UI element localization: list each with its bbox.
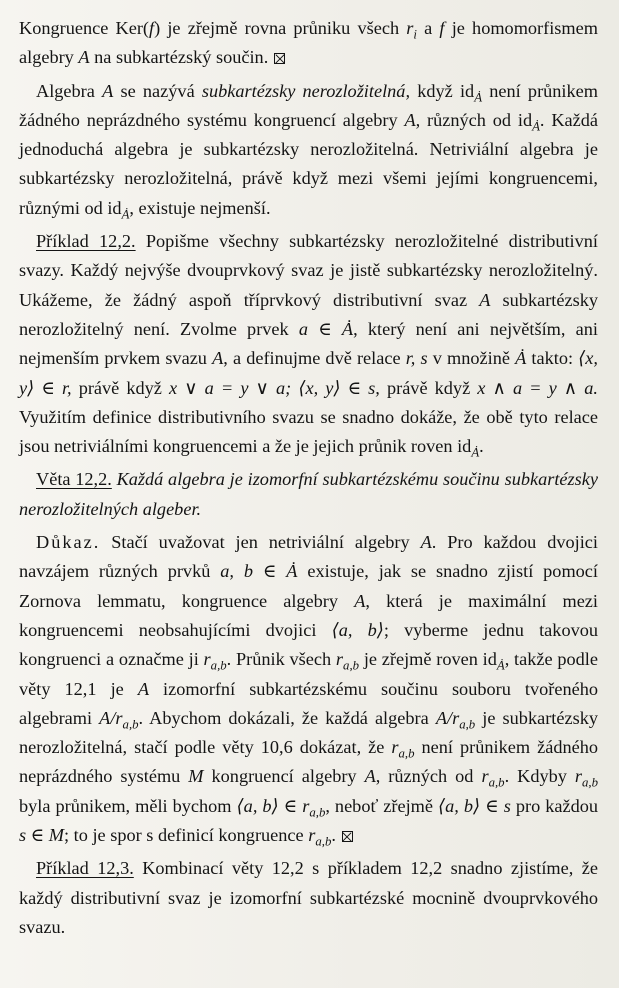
math-f: f	[149, 18, 155, 38]
subscript: Ȧ	[496, 658, 505, 673]
math-expr: r, s	[405, 348, 428, 369]
text: a	[416, 18, 440, 38]
subscript: a,b	[459, 717, 476, 732]
subscript: a,b	[122, 717, 139, 732]
subscript: Ȧ	[532, 119, 540, 134]
text: Popišme všechny subkartézsky nerozložitelné distributivní svazy. Každý nejvýše dvouprvkový svaz je jistě subkartézsky nerozložitelný. Ukážeme, že žádný aspoň tříprvkový distributivní svaz	[19, 231, 598, 310]
math-A: A	[137, 678, 149, 699]
text: . Kdyby	[504, 766, 575, 787]
math-expr: ⟨a, b⟩ ∈ r	[236, 795, 310, 816]
subscript: i	[413, 27, 417, 42]
text: . Abychom dokázali, že každá algebra	[138, 707, 436, 728]
subscript: a,b	[343, 658, 360, 673]
math-expr: x ∧ a = y ∧ a.	[477, 377, 598, 398]
math-A: A	[78, 47, 90, 68]
text: kongruencí algebry	[203, 766, 365, 787]
math-expr: a, b ∈ Ȧ	[220, 561, 298, 582]
text: , takže podle věty 12,1 je	[19, 649, 598, 699]
text: když id	[410, 80, 475, 101]
math-A: A	[420, 532, 432, 553]
example-label: Příklad 12,2.	[36, 231, 136, 252]
math-r: r	[574, 766, 582, 787]
defined-term: subkartézsky nerozložitelná,	[201, 80, 411, 101]
math-A: A	[102, 80, 114, 101]
text: není průnikem žádného neprázdného systému	[19, 737, 599, 787]
math-A: A	[212, 348, 224, 369]
text: , existuje nejmenší.	[129, 197, 271, 218]
theorem-text: Každá algebra je izomorfní subkartézskému součinu subkartézsky nerozložitelných algeber.	[19, 469, 598, 519]
text: . Každá jednoduchá algebra je subkartézsky nerozložitelná. Netriviální algebra je subkartézsky nerozložitelná, právě když mezi všemi jejími kongruencemi, různými od id	[19, 109, 599, 218]
text: Kombinací věty 12,2 s příkladem 12,2 snadno zjistíme, že každý distributivní svaz je izomorfní subkartézské mocnině dvouprvkového svazu.	[19, 858, 598, 937]
math-A: A	[364, 766, 376, 787]
text: takto:	[526, 348, 579, 369]
math-A: A	[354, 590, 366, 611]
math-expr: ⟨a, b⟩ ∈ s	[438, 795, 511, 816]
text: Využitím definice distributivního svazu se snadno dokáže, že obě tyto relace jsou netriviálními kongruencemi a že je jejich průnik roven id	[19, 406, 598, 457]
text: ) je zřejmě rovna průniku všech	[154, 18, 407, 38]
math-expr: ⟨x, y⟩ ∈ s,	[298, 377, 380, 398]
example-label: Příklad 12,3.	[36, 858, 134, 879]
text: právě když	[71, 377, 170, 398]
text: existuje, jak se snadno zjistí pomocí Zornova lemmatu, kongruence algebry	[19, 561, 599, 611]
math-expr: Ȧ	[515, 348, 527, 369]
text: Kongruence Ker(	[19, 18, 149, 38]
text: subkartézsky nerozložitelný není. Zvolme prvek	[19, 289, 598, 339]
math-r: r	[406, 18, 414, 38]
math-expr: x ∨ a = y ∨ a;	[169, 377, 292, 398]
subscript: a,b	[315, 834, 332, 849]
math-r: r	[481, 766, 489, 787]
text: Stačí uvažovat jen netriviální algebry	[100, 532, 421, 553]
math-A: A	[479, 289, 491, 310]
text: ; to je spor s definicí kongruence	[64, 825, 309, 846]
proof-label: Důkaz.	[36, 532, 101, 553]
text: se nazývá	[113, 80, 202, 101]
text: . Pro každou dvojici navzájem různých prvků	[19, 532, 598, 582]
text: právě když	[379, 377, 478, 398]
text: byla průnikem, měli bychom	[19, 795, 237, 816]
text: , různých od	[375, 766, 482, 787]
text: je zřejmě roven id	[359, 649, 497, 670]
theorem-label: Věta 12,2.	[36, 469, 112, 490]
qed-icon	[274, 53, 285, 64]
math-M: M	[188, 766, 204, 787]
paragraph-definition	[19, 77, 598, 223]
math-A: A,	[404, 109, 421, 130]
math-expr: A/r	[435, 707, 460, 728]
subscript: a,b	[488, 775, 505, 790]
subscript: a,b	[582, 775, 598, 790]
math-r: r	[203, 649, 211, 670]
subscript: a,b	[309, 805, 326, 820]
text: , který není ani největším, ani nejmenším prvkem svazu	[19, 318, 599, 369]
paragraph-theorem-12-2	[19, 465, 598, 524]
text: , neboť zřejmě	[325, 795, 439, 816]
math-r: r	[308, 825, 316, 846]
text: , která je maximální mezi kongruencemi neobsahujícími dvojici	[19, 590, 598, 640]
paragraph-example-12-2	[19, 227, 598, 461]
text: různých od id	[420, 109, 533, 130]
qed-icon	[342, 831, 353, 842]
paragraph-example-12-3	[19, 854, 598, 942]
text: .	[331, 825, 336, 846]
math-r: r	[335, 649, 344, 670]
math-expr: ⟨a, b⟩	[331, 619, 384, 640]
math-r: r	[391, 737, 399, 758]
math-expr: a ∈ Ȧ	[298, 318, 354, 339]
text: je homomorfismem algebry	[19, 18, 598, 68]
text: na subkartézský součin.	[89, 47, 269, 68]
paragraph-kernel	[19, 14, 598, 73]
math-f: f	[439, 18, 445, 38]
math-expr: s ∈ M	[19, 825, 65, 846]
text: .	[479, 436, 484, 457]
subscript: Ȧ	[474, 90, 483, 105]
text: , a definujme dvě relace	[223, 348, 406, 369]
subscript: Ȧ	[471, 445, 480, 460]
text: není průnikem žádného neprázdného systému kongruencí algebry	[19, 80, 598, 130]
subscript: a,b	[398, 746, 415, 761]
text: je subkartézsky nerozložitelná, stačí podle věty 10,6 dokázat, že	[19, 707, 598, 758]
text: . Průnik všech	[226, 649, 336, 670]
math-expr: A/r	[99, 707, 123, 728]
paragraph-proof	[19, 528, 598, 850]
subscript: Ȧ	[121, 207, 130, 222]
text: ; vyberme jednu takovou kongruenci a označme ji	[19, 619, 599, 670]
math-expr: ⟨x, y⟩ ∈ r,	[19, 348, 598, 398]
text: v množině	[427, 348, 516, 369]
text: pro každou	[510, 795, 599, 816]
text: izomorfní subkartézskému součinu souboru tvořeného algebrami	[19, 678, 599, 728]
subscript: a,b	[210, 658, 227, 673]
text: Algebra	[36, 80, 103, 101]
